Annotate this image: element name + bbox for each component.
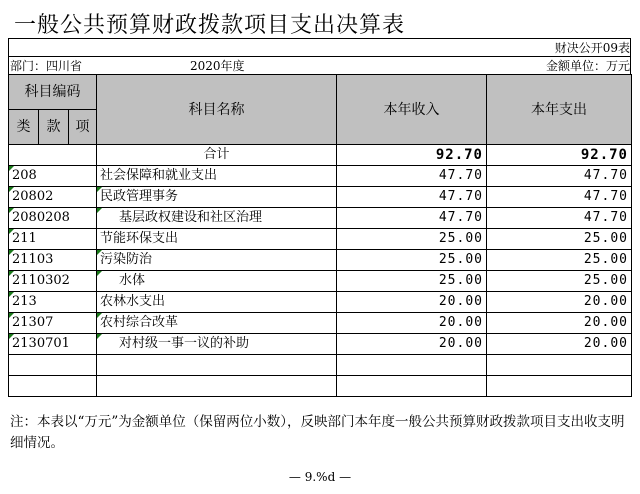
row-income: 25.00 (337, 271, 487, 292)
total-income: 92.70 (337, 145, 487, 166)
row-code: 21103 (9, 250, 97, 271)
table-note: 注：本表以“万元”为金额单位（保留两位小数），反映部门本年度一般公共预算财政拨款项目支出收支明细情况。 (10, 414, 625, 451)
row-expense: 47.70 (487, 187, 632, 208)
empty-cell (487, 355, 632, 376)
row-income: 20.00 (337, 313, 487, 334)
empty-cell (97, 376, 337, 397)
table-row (9, 313, 632, 334)
row-expense: 20.00 (487, 334, 632, 355)
empty-row (9, 376, 632, 397)
table-row (9, 208, 632, 229)
row-expense: 25.00 (487, 229, 632, 250)
table-row (9, 166, 632, 187)
row-expense: 47.70 (487, 208, 632, 229)
row-expense: 25.00 (487, 250, 632, 271)
year-label: 2020年度 (190, 59, 245, 73)
title-divider (8, 38, 631, 39)
expense-header: 本年支出 (487, 75, 632, 145)
row-income: 47.70 (337, 208, 487, 229)
row-code: 208 (9, 166, 97, 187)
header-row-1 (9, 75, 632, 110)
row-expense: 20.00 (487, 292, 632, 313)
row-code: 2130701 (9, 334, 97, 355)
row-income: 47.70 (337, 187, 487, 208)
table-row (9, 271, 632, 292)
row-code: 21307 (9, 313, 97, 334)
row-code: 2110302 (9, 271, 97, 292)
row-code: 213 (9, 292, 97, 313)
empty-row (9, 355, 632, 376)
income-header: 本年收入 (337, 75, 487, 145)
unit-label: 金额单位：万元 (545, 59, 630, 73)
empty-cell (337, 376, 487, 397)
row-name: 农林水支出 (97, 292, 337, 313)
empty-cell (97, 355, 337, 376)
total-label: 合计 (97, 145, 337, 166)
table-row (9, 229, 632, 250)
total-row (9, 145, 632, 166)
row-income: 25.00 (337, 250, 487, 271)
row-name: 对村级一事一议的补助 (97, 334, 337, 355)
row-name: 节能环保支出 (97, 229, 337, 250)
row-name: 水体 (97, 271, 337, 292)
meta-divider (8, 56, 631, 57)
table-row (9, 292, 632, 313)
row-income: 20.00 (337, 292, 487, 313)
total-expense: 92.70 (487, 145, 632, 166)
row-income: 20.00 (337, 334, 487, 355)
kuan-header: 款 (39, 110, 69, 145)
table-row (9, 250, 632, 271)
row-code: 2080208 (9, 208, 97, 229)
row-code: 20802 (9, 187, 97, 208)
row-expense: 25.00 (487, 271, 632, 292)
row-name: 民政管理事务 (97, 187, 337, 208)
row-name: 污染防治 (97, 250, 337, 271)
page-number: — 9.%d — (288, 470, 352, 484)
row-income: 25.00 (337, 229, 487, 250)
department-label: 部门：四川省 (10, 59, 83, 73)
form-number: 财决公开09表 (554, 41, 630, 55)
table-row (9, 187, 632, 208)
empty-cell (9, 355, 97, 376)
code-group-header: 科目编码 (9, 75, 97, 110)
row-expense: 47.70 (487, 166, 632, 187)
xiang-header: 项 (69, 110, 97, 145)
empty-cell (487, 376, 632, 397)
row-name: 农村综合改革 (97, 313, 337, 334)
row-name: 社会保障和就业支出 (97, 166, 337, 187)
row-expense: 20.00 (487, 313, 632, 334)
page-title: 一般公共预算财政拨款项目支出决算表 (14, 13, 406, 38)
lei-header: 类 (9, 110, 39, 145)
total-code-cell (9, 145, 97, 166)
row-code: 211 (9, 229, 97, 250)
row-income: 47.70 (337, 166, 487, 187)
empty-cell (337, 355, 487, 376)
row-name: 基层政权建设和社区治理 (97, 208, 337, 229)
name-header: 科目名称 (97, 75, 337, 145)
expenditure-table (8, 74, 632, 397)
table-row (9, 334, 632, 355)
empty-cell (9, 376, 97, 397)
